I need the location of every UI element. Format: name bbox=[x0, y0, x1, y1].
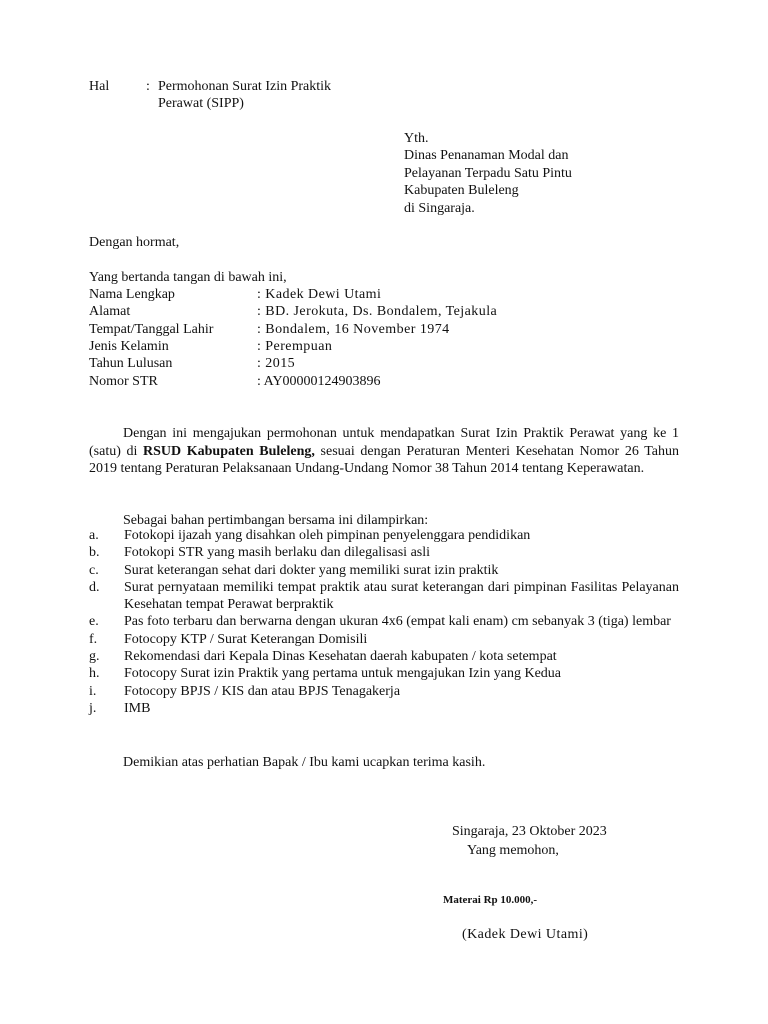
list-marker: c. bbox=[89, 562, 99, 578]
identity-value-birth: : Bondalem, 16 November 1974 bbox=[257, 322, 450, 337]
list-item-text: Pas foto terbaru dan berwarna dengan ukuran 4x6 (empat kali enam) cm sebanyak 3 (tiga) lembar bbox=[124, 614, 671, 630]
recipient-line-3: Kabupaten Buleleng bbox=[404, 183, 519, 198]
identity-label-str: Nomor STR bbox=[89, 374, 158, 389]
body-paragraph bbox=[89, 425, 679, 478]
identity-value-gender: : Perempuan bbox=[257, 339, 333, 354]
identity-label-gender: Jenis Kelamin bbox=[89, 339, 169, 354]
list-item bbox=[89, 527, 679, 544]
identity-label-address: Alamat bbox=[89, 304, 131, 319]
list-item bbox=[89, 562, 679, 579]
list-item bbox=[89, 648, 679, 665]
identity-value-str: : AY00000124903896 bbox=[257, 374, 381, 389]
body-text-part-2: sesuai dengan Peraturan Menteri Kesehatan Nomor 26 Tahun 2019 tentang Peraturan Pelaksanaan Undang-Undang Nomor 38 Tahun 2014 tentang Keperawatan. bbox=[89, 443, 679, 476]
place-date: Singaraja, 23 Oktober 2023 bbox=[452, 824, 607, 839]
attachments-intro: Sebagai bahan pertimbangan bersama ini dilampirkan: bbox=[123, 513, 429, 528]
closing-line: Demikian atas perhatian Bapak / Ibu kami ucapkan terima kasih. bbox=[123, 755, 486, 770]
identity-value-address: : BD. Jerokuta, Ds. Bondalem, Tejakula bbox=[257, 304, 498, 319]
list-item bbox=[89, 579, 679, 614]
subject-colon: : bbox=[146, 79, 150, 94]
signatory-name: (Kadek Dewi Utami) bbox=[462, 927, 589, 942]
list-marker: e. bbox=[89, 614, 99, 630]
recipient-line-1: Dinas Penanaman Modal dan bbox=[404, 148, 569, 163]
body-text-part-1: Dengan ini mengajukan permohonan untuk mendapatkan Surat Izin Praktik Perawat yang ke 1 (satu) di bbox=[89, 426, 679, 459]
attachments-list bbox=[89, 527, 679, 717]
subject-label: Hal bbox=[89, 79, 110, 94]
hospital-name: RSUD Kabupaten Buleleng, bbox=[143, 443, 315, 459]
recipient-line-4: di Singaraja. bbox=[404, 201, 475, 216]
recipient-line-2: Pelayanan Terpadu Satu Pintu bbox=[404, 166, 572, 181]
identity-value-graduation: : 2015 bbox=[257, 356, 296, 371]
list-item-text: Fotokopi STR yang masih berlaku dan dilegalisasi asli bbox=[124, 545, 431, 561]
list-item bbox=[89, 665, 679, 682]
subject-line-1: Permohonan Surat Izin Praktik bbox=[158, 79, 332, 94]
list-item-text: Surat keterangan sehat dari dokter yang memiliki surat izin praktik bbox=[124, 562, 499, 578]
list-item-text: IMB bbox=[124, 700, 151, 716]
list-marker: d. bbox=[89, 579, 100, 595]
list-item bbox=[89, 544, 679, 561]
list-marker: h. bbox=[89, 666, 100, 682]
list-item bbox=[89, 631, 679, 648]
identity-label-graduation: Tahun Lulusan bbox=[89, 356, 173, 371]
identity-label-name: Nama Lengkap bbox=[89, 287, 175, 302]
list-marker: b. bbox=[89, 545, 100, 561]
identity-label-birth: Tempat/Tanggal Lahir bbox=[89, 322, 214, 337]
list-item-text: Fotocopy KTP / Surat Keterangan Domisili bbox=[124, 631, 368, 647]
applicant-label: Yang memohon, bbox=[467, 843, 559, 858]
list-item-text: Surat pernyataan memiliki tempat praktik atau surat keterangan dari pimpinan Fasilitas Pelayanan Kesehatan tempat Perawat berpraktik bbox=[124, 579, 679, 613]
list-marker: f. bbox=[89, 631, 98, 647]
stamp-note: Materai Rp 10.000,- bbox=[443, 894, 538, 906]
list-marker: i. bbox=[89, 683, 97, 699]
greeting: Dengan hormat, bbox=[89, 235, 180, 250]
list-marker: j. bbox=[89, 700, 97, 716]
identity-value-name: : Kadek Dewi Utami bbox=[257, 287, 382, 302]
list-item-text: Rekomendasi dari Kepala Dinas Kesehatan daerah kabupaten / kota setempat bbox=[124, 649, 557, 665]
list-item bbox=[89, 613, 679, 630]
subject-line-2: Perawat (SIPP) bbox=[158, 96, 244, 111]
list-marker: g. bbox=[89, 649, 100, 665]
list-item-text: Fotocopy BPJS / KIS dan atau BPJS Tenagakerja bbox=[124, 683, 401, 699]
list-item bbox=[89, 700, 679, 717]
list-marker: a. bbox=[89, 528, 99, 543]
list-item bbox=[89, 683, 679, 700]
list-item-text: Fotokopi ijazah yang disahkan oleh pimpinan penyelenggara pendidikan bbox=[124, 528, 531, 543]
recipient-yth: Yth. bbox=[404, 131, 429, 146]
intro-line: Yang bertanda tangan di bawah ini, bbox=[89, 270, 287, 285]
list-item-text: Fotocopy Surat izin Praktik yang pertama untuk mengajukan Izin yang Kedua bbox=[124, 666, 562, 682]
